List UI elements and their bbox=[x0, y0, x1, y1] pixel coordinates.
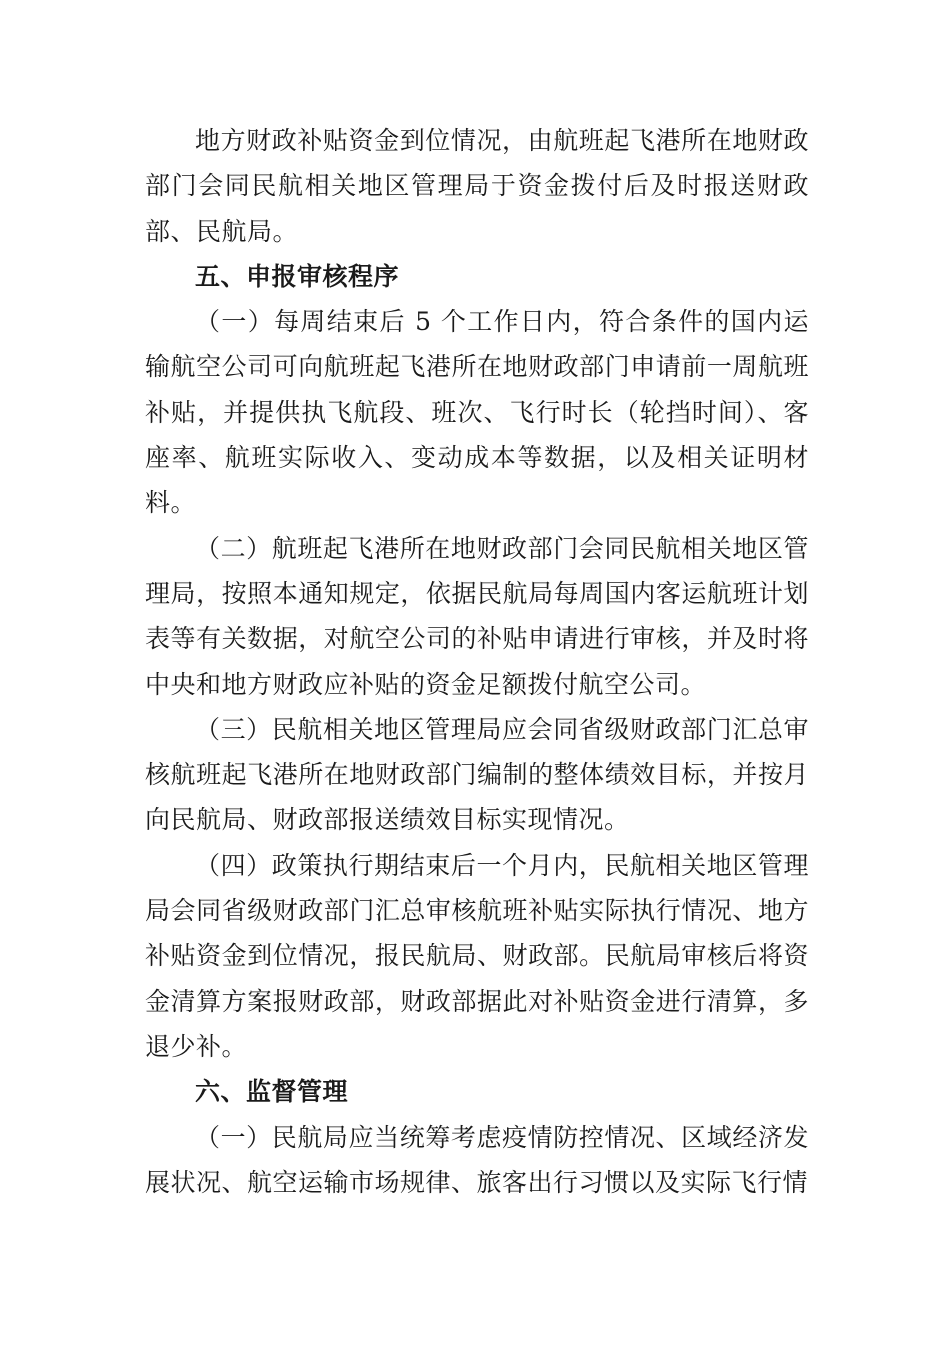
paragraph-step-2: （二）航班起飞港所在地财政部门会同民航相关地区管理局，按照本通知规定，依据民航局每周国内客运航班计划表等有关数据，对航空公司的补贴申请进行审核，并及时将中央和地方财政应补贴的资金足额拨付航空公司。 bbox=[145, 533, 809, 699]
paragraph-step-1: （一）每周结束后 5 个工作日内，符合条件的国内运输航空公司可向航班起飞港所在地财政部门申请前一周航班补贴，并提供执飞航段、班次、飞行时长（轮挡时间）、客座率、航班实际收入、变动成本等数据，以及相关证明材料。 bbox=[145, 307, 809, 518]
section-heading-supervision: 六、监督管理 bbox=[195, 1077, 349, 1107]
paragraph-supervision-1: （一）民航局应当统筹考虑疫情防控情况、区域经济发展状况、航空运输市场规律、旅客出行习惯以及实际飞行情 bbox=[145, 1122, 809, 1197]
section-heading-application-review: 五、申报审核程序 bbox=[195, 261, 400, 291]
document-body bbox=[145, 118, 809, 1205]
paragraph-local-subsidy-status: 地方财政补贴资金到位情况，由航班起飞港所在地财政部门会同民航相关地区管理局于资金拨付后及时报送财政部、民航局。 bbox=[145, 126, 809, 246]
paragraph-step-4: （四）政策执行期结束后一个月内，民航相关地区管理局会同省级财政部门汇总审核航班补贴实际执行情况、地方补贴资金到位情况，报民航局、财政部。民航局审核后将资金清算方案报财政部，财政部据此对补贴资金进行清算，多退少补。 bbox=[145, 850, 809, 1061]
paragraph-step-3: （三）民航相关地区管理局应会同省级财政部门汇总审核航班起飞港所在地财政部门编制的整体绩效目标，并按月向民航局、财政部报送绩效目标实现情况。 bbox=[145, 714, 809, 835]
